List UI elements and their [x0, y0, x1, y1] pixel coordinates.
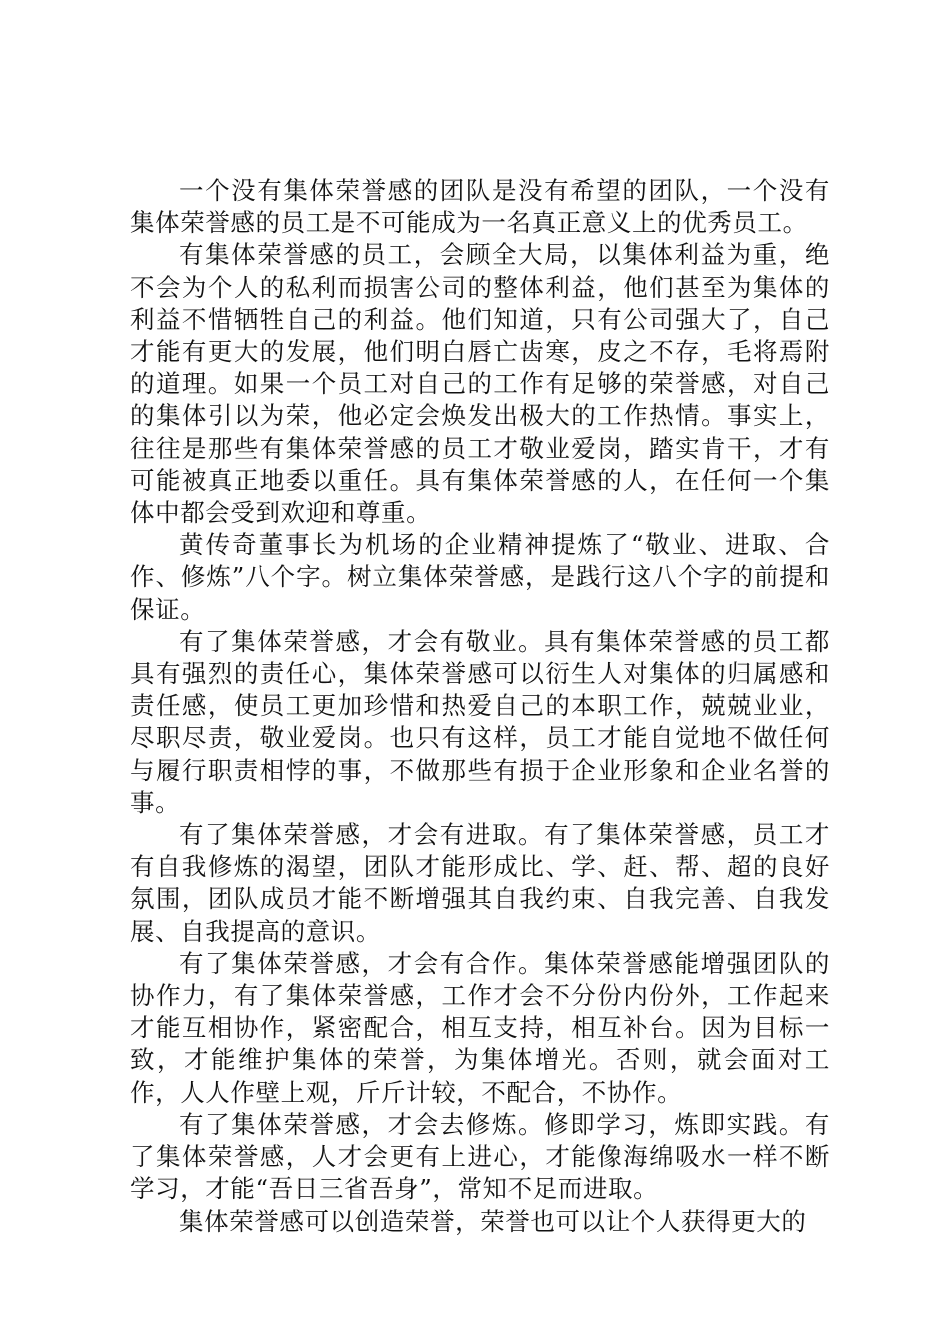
- paragraph-1: 一个没有集体荣誉感的团队是没有希望的团队，一个没有集体荣誉感的员工是不可能成为一名真正意义上的优秀员工。: [130, 176, 830, 238]
- paragraph-8: 集体荣誉感可以创造荣誉，荣誉也可以让个人获得更大的: [179, 1206, 807, 1236]
- paragraph-2: 有集体荣誉感的员工，会顾全大局，以集体利益为重，绝不会为个人的私利而损害公司的整体利益，他们甚至为集体的利益不惜牺牲自己的利益。他们知道，只有公司强大了，自己才能有更大的发展，他们明白唇亡齿寒，皮之不存，毛将焉附的道理。如果一个员工对自己的工作有足够的荣誉感，对自己的集体引以为荣，他必定会焕发出极大的工作热情。事实上，往往是那些有集体荣誉感的员工才敬业爱岗，踏实肯干，才有可能被真正地委以重任。具有集体荣誉感的人，在任何一个集体中都会受到欢迎和尊重。: [130, 240, 830, 528]
- body-text: [130, 175, 830, 1238]
- paragraph-7: 有了集体荣誉感，才会去修炼。修即学习，炼即实践。有了集体荣誉感，人才会更有上进心，才能像海绵吸水一样不断学习，才能“吾日三省吾身”，常知不足而进取。: [130, 1109, 830, 1204]
- paragraph-6: 有了集体荣誉感，才会有合作。集体荣誉感能增强团队的协作力，有了集体荣誉感，工作才会不分份内份外，工作起来才能互相协作，紧密配合，相互支持，相互补台。因为目标一致，才能维护集体的荣誉，为集体增光。否则，就会面对工作，人人作壁上观，斤斤计较，不配合，不协作。: [130, 948, 830, 1107]
- paragraph-3: 黄传奇董事长为机场的企业精神提炼了“敬业、进取、合作、修炼”八个字。树立集体荣誉感，是践行这八个字的前提和保证。: [130, 530, 830, 624]
- paragraph-5: 有了集体荣誉感，才会有进取。有了集体荣誉感，员工才有自我修炼的渴望，团队才能形成比、学、赶、帮、超的良好氛围，团队成员才能不断增强其自我约束、自我完善、自我发展、自我提高的意识。: [130, 820, 830, 946]
- paragraph-4: 有了集体荣誉感，才会有敬业。具有集体荣誉感的员工都具有强烈的责任心，集体荣誉感可以衍生人对集体的归属感和责任感，使员工更加珍惜和热爱自己的本职工作，兢兢业业，尽职尽责，敬业爱岗。也只有这样，员工才能自觉地不做任何与履行职责相悖的事，不做那些有损于企业形象和企业名誉的事。: [130, 626, 830, 817]
